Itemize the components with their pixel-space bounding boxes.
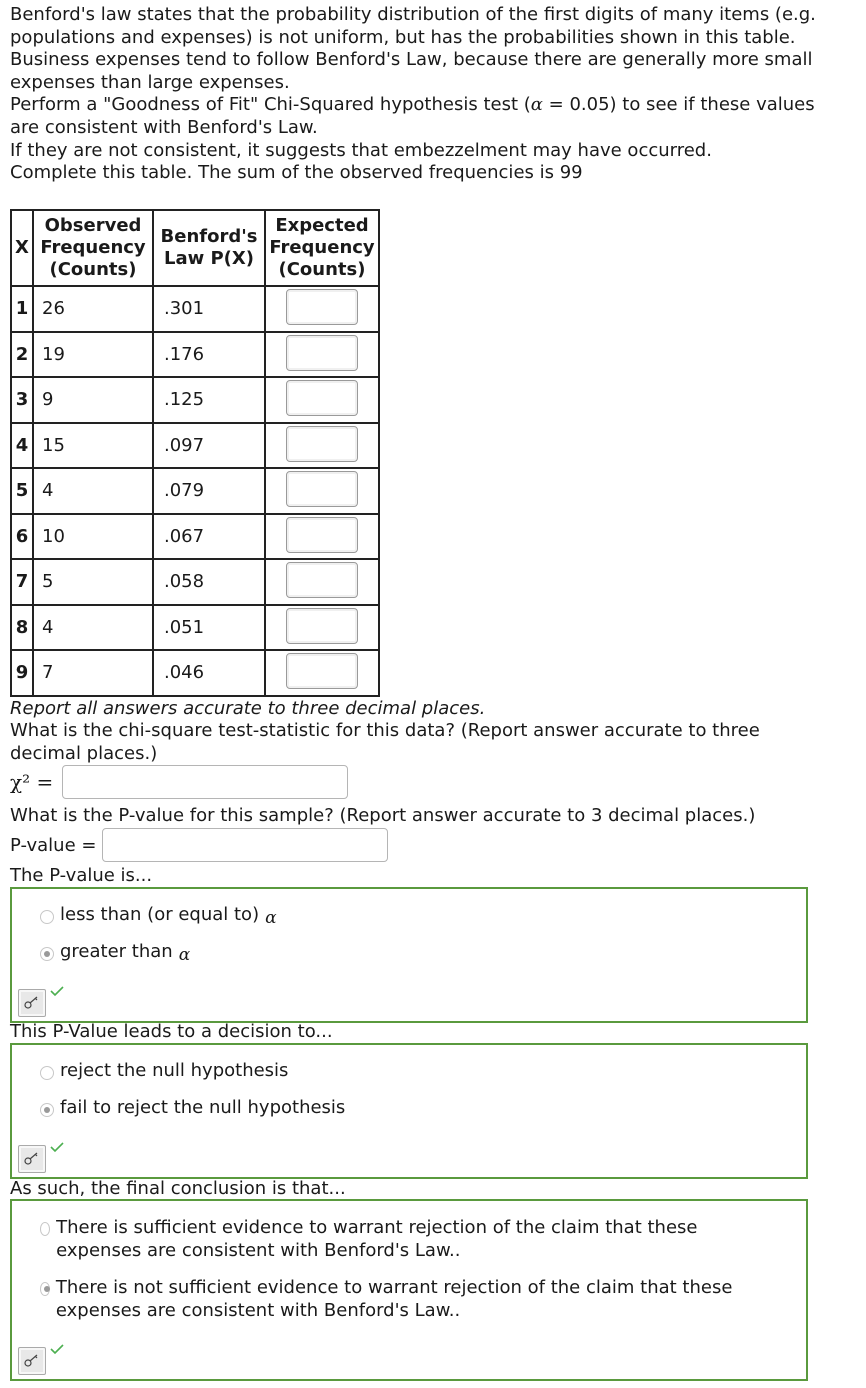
q1-option-1-label: greater than	[60, 941, 173, 962]
table-row	[11, 423, 379, 469]
cell-probability: .067	[153, 514, 265, 560]
cell-observed: 7	[33, 650, 153, 696]
expected-input[interactable]	[286, 471, 358, 507]
alpha-symbol: α	[530, 94, 543, 116]
cell-x: 7	[11, 559, 33, 605]
expected-input[interactable]	[286, 653, 358, 689]
cell-probability: .058	[153, 559, 265, 605]
cell-expected	[265, 650, 379, 696]
cell-observed: 26	[33, 286, 153, 332]
cell-x: 9	[11, 650, 33, 696]
problem-intro	[10, 4, 830, 185]
cell-probability: .097	[153, 423, 265, 469]
key-button[interactable]	[18, 1347, 46, 1375]
q3-option-sufficient[interactable]	[40, 1216, 770, 1262]
alpha-symbol: α	[178, 945, 191, 965]
table-row	[11, 468, 379, 514]
table-row	[11, 332, 379, 378]
key-button[interactable]	[18, 989, 46, 1017]
cell-expected	[265, 377, 379, 423]
expected-input[interactable]	[286, 289, 358, 325]
cell-observed: 5	[33, 559, 153, 605]
header-x: X	[11, 210, 33, 286]
header-observed: Observed Frequency (Counts)	[33, 210, 153, 286]
intro-line-3a: Perform a "Goodness of Fit" Chi-Squared hypothesis test (	[10, 94, 531, 116]
expected-input[interactable]	[286, 335, 358, 371]
chi-label: χ² =	[10, 770, 54, 794]
cell-x: 5	[11, 468, 33, 514]
cell-observed: 4	[33, 605, 153, 651]
q2-label: This P-Value leads to a decision to...	[10, 1021, 333, 1042]
q1-label: The P-value is...	[10, 865, 153, 886]
q3-radio-0[interactable]	[40, 1222, 50, 1236]
header-expected: Expected Frequency (Counts)	[265, 210, 379, 286]
pvalue-label: P-value =	[10, 834, 97, 856]
pvalue-question: What is the P-value for this sample? (Report answer accurate to 3 decimal places.)	[10, 805, 756, 826]
cell-x: 8	[11, 605, 33, 651]
cell-observed: 9	[33, 377, 153, 423]
cell-observed: 4	[33, 468, 153, 514]
q3-option-1-label: There is not sufficient evidence to warrant rejection of the claim that these expenses are consistent with Benford's Law..	[55, 1277, 733, 1321]
q3-label: As such, the final conclusion is that...	[10, 1178, 346, 1199]
q2-option-1-label: fail to reject the null hypothesis	[60, 1097, 346, 1118]
checkmark-icon	[50, 1141, 64, 1153]
benford-table	[10, 209, 380, 697]
table-row	[11, 514, 379, 560]
intro-line-5: Complete this table. The sum of the observed frequencies is 99	[10, 162, 583, 184]
table-row	[11, 377, 379, 423]
cell-expected	[265, 605, 379, 651]
checkmark-icon	[50, 985, 64, 997]
q2-options-group	[10, 1043, 808, 1179]
expected-input[interactable]	[286, 380, 358, 416]
q2-radio-0[interactable]	[40, 1066, 54, 1080]
pvalue-input[interactable]	[102, 828, 388, 862]
chi-question: What is the chi-square test-statistic for this data? (Report answer accurate to three decimal places.)	[10, 720, 760, 764]
q1-options-group	[10, 887, 808, 1023]
expected-input[interactable]	[286, 426, 358, 462]
cell-x: 4	[11, 423, 33, 469]
cell-expected	[265, 514, 379, 560]
key-icon	[19, 1348, 45, 1374]
key-icon	[19, 990, 45, 1016]
q2-option-reject[interactable]	[40, 1060, 288, 1081]
cell-expected	[265, 468, 379, 514]
chi-square-input[interactable]	[62, 765, 348, 799]
report-note: Report all answers accurate to three decimal places.	[10, 698, 486, 719]
table-row	[11, 559, 379, 605]
cell-expected	[265, 423, 379, 469]
key-button[interactable]	[18, 1145, 46, 1173]
alpha-symbol: α	[265, 908, 277, 928]
cell-expected	[265, 286, 379, 332]
chi-answer-row	[10, 765, 348, 799]
intro-line-4: If they are not consistent, it suggests that embezzelment may have occurred.	[10, 139, 712, 161]
cell-observed: 10	[33, 514, 153, 560]
q3-radio-1[interactable]	[40, 1282, 50, 1296]
intro-line-1: Benford's law states that the probability distribution of the first digits of many items (e.g. populations and expenses) is not uniform, but has the probabilities shown in this table.	[10, 4, 816, 48]
q2-radio-1[interactable]	[40, 1103, 54, 1117]
q3-option-0-label: There is sufficient evidence to warrant rejection of the claim that these expenses are consistent with Benford's Law..	[56, 1217, 698, 1261]
cell-observed: 15	[33, 423, 153, 469]
expected-input[interactable]	[286, 608, 358, 644]
q1-option-greater[interactable]	[40, 941, 191, 965]
table-header-row	[11, 210, 379, 286]
cell-observed: 19	[33, 332, 153, 378]
cell-x: 1	[11, 286, 33, 332]
q2-option-fail-to-reject[interactable]	[40, 1097, 345, 1118]
intro-line-2: Business expenses tend to follow Benford's Law, because there are generally more small expenses than large expenses.	[10, 49, 813, 93]
table-row	[11, 650, 379, 696]
table-row	[11, 605, 379, 651]
q1-option-less[interactable]	[40, 904, 277, 928]
cell-probability: .301	[153, 286, 265, 332]
header-benford: Benford's Law P(X)	[153, 210, 265, 286]
cell-x: 3	[11, 377, 33, 423]
q2-option-0-label: reject the null hypothesis	[60, 1060, 289, 1081]
checkmark-icon	[50, 1343, 64, 1355]
q3-options-group	[10, 1199, 808, 1381]
q1-radio-0[interactable]	[40, 910, 54, 924]
intro-line-3	[10, 94, 830, 139]
cell-probability: .046	[153, 650, 265, 696]
key-icon	[19, 1146, 45, 1172]
expected-input[interactable]	[286, 517, 358, 553]
cell-expected	[265, 559, 379, 605]
expected-input[interactable]	[286, 562, 358, 598]
q3-option-not-sufficient[interactable]	[40, 1276, 770, 1322]
q1-radio-1[interactable]	[40, 947, 54, 961]
intro-line-3b: = 0.05) to see if these values are consistent with Benford's Law.	[10, 94, 815, 138]
cell-x: 2	[11, 332, 33, 378]
cell-expected	[265, 332, 379, 378]
cell-x: 6	[11, 514, 33, 560]
q1-option-0-label: less than (or equal to)	[60, 904, 260, 925]
cell-probability: .051	[153, 605, 265, 651]
cell-probability: .176	[153, 332, 265, 378]
cell-probability: .125	[153, 377, 265, 423]
table-row	[11, 286, 379, 332]
cell-probability: .079	[153, 468, 265, 514]
pvalue-answer-row	[10, 828, 388, 862]
